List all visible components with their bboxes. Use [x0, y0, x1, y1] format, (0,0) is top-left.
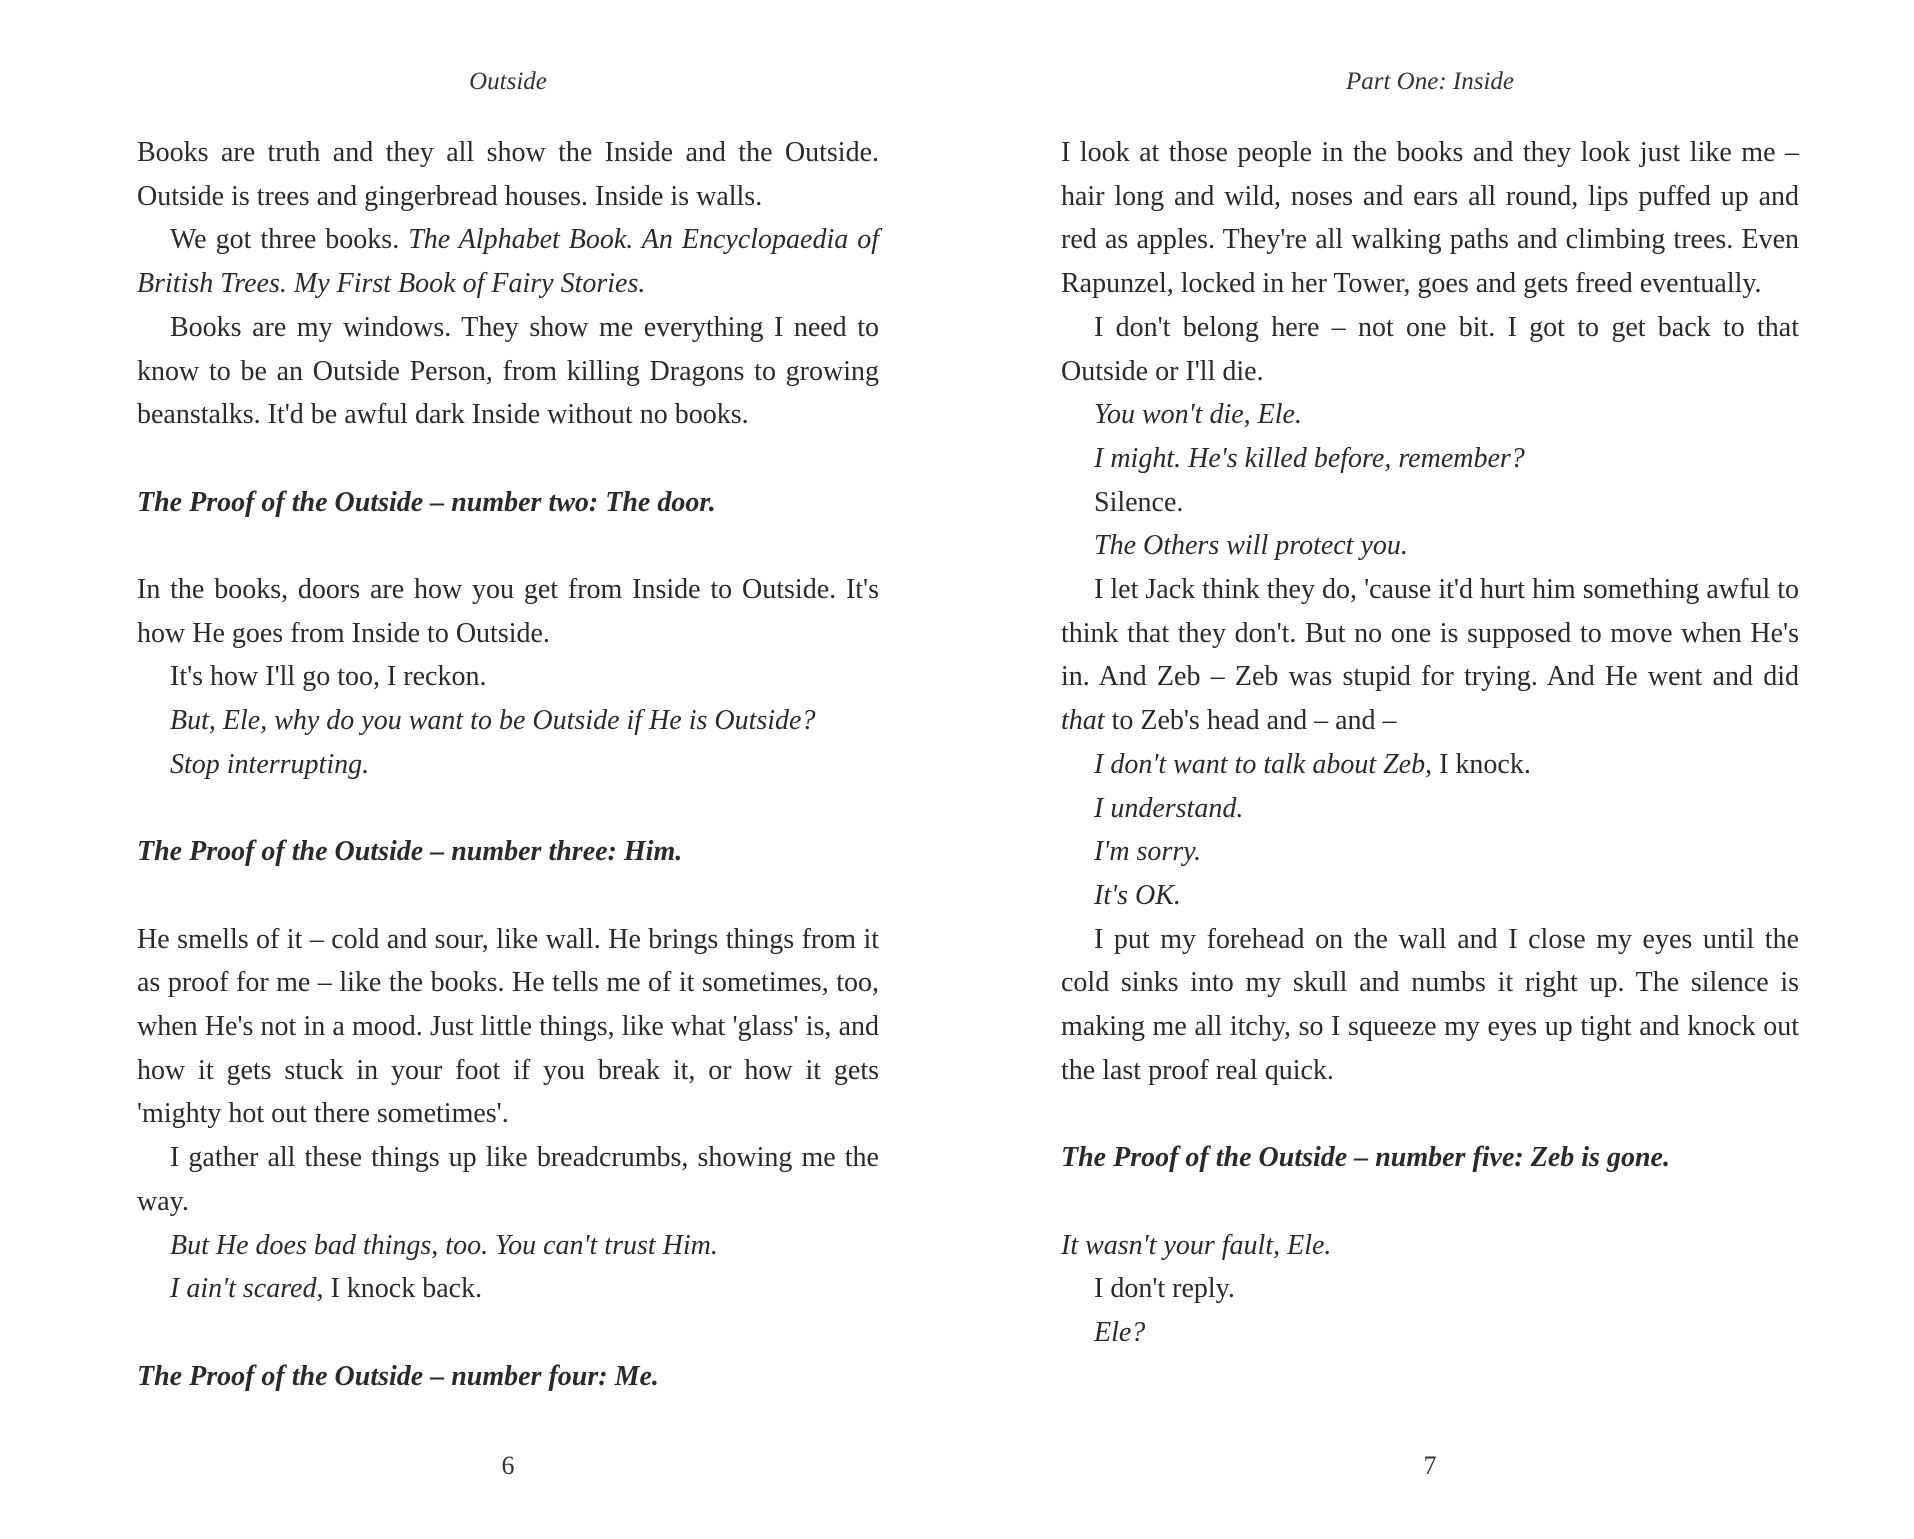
paragraph: It's how I'll go too, I reckon.: [170, 661, 487, 693]
running-head: Outside: [469, 68, 547, 95]
page-number: 7: [1423, 1451, 1437, 1480]
page-number: 6: [501, 1451, 515, 1480]
italic-dialogue: The Others will protect you.: [1094, 530, 1408, 562]
italic-dialogue: I might. He's killed before, remember?: [1094, 442, 1525, 474]
italic-dialogue: Ele?: [1094, 1316, 1146, 1348]
paragraph: I look at those people in the books and they look just like me – hair long and wild, noses and ears all round, lips puffed up and red as apples. They're all walking paths and climbing trees. Even Rapunzel, locked in her Tower, goes and gets freed eventually.: [1061, 137, 1799, 300]
italic-dialogue: It wasn't your fault, Ele.: [1061, 1229, 1332, 1261]
section-heading: The Proof of the Outside – number five: Zeb is gone.: [1061, 1142, 1670, 1174]
section-heading: The Proof of the Outside – number two: The door.: [137, 486, 716, 518]
paragraph: In the books, doors are how you get from Inside to Outside. It's how He goes from Inside to Outside.: [137, 574, 879, 649]
right-page: [1061, 0, 1799, 1539]
book-titles: The Alphabet Book. An Encyclopaedia of British Trees. My First Book of Fairy Stories.: [137, 224, 879, 300]
italic-dialogue: I don't want to talk about Zeb: [1094, 748, 1426, 780]
paragraph: [1061, 568, 1799, 743]
paragraph-tail: to Zeb's head and – and –: [1104, 705, 1397, 737]
paragraph: Books are truth and they all show the Inside and the Outside. Outside is trees and gingerbread houses. Inside is walls.: [137, 137, 879, 212]
paragraph-tail: , I knock back.: [316, 1273, 483, 1305]
section-heading: The Proof of the Outside – number four: Me.: [137, 1360, 659, 1392]
italic-dialogue: Stop interrupting.: [170, 748, 370, 780]
paragraph-lead: I let Jack think they do, 'cause it'd hurt him something awful to think that they don't. But no one is supposed to move when He's in. And Zeb – Zeb was stupid for trying. And He went and did: [1061, 574, 1799, 693]
italic-dialogue: I'm sorry.: [1094, 836, 1202, 868]
page-body: [137, 131, 879, 1442]
section-heading: The Proof of the Outside – number three: Him.: [137, 836, 683, 868]
paragraph: Books are my windows. They show me everything I need to know to be an Outside Person, from killing Dragons to growing beanstalks. It'd be awful dark Inside without no books.: [137, 311, 879, 431]
page-body: [1061, 131, 1799, 1355]
paragraph: I don't reply.: [1094, 1273, 1235, 1305]
italic-dialogue: I understand.: [1094, 792, 1244, 824]
paragraph: [1061, 743, 1799, 787]
italic-dialogue: But He does bad things, too. You can't trust Him.: [170, 1229, 718, 1261]
paragraph-lead: We got three books.: [170, 224, 409, 256]
paragraph: I put my forehead on the wall and I close my eyes until the cold sinks into my skull and numbs it right up. The silence is making me all itchy, so I squeeze my eyes up tight and knock out the last proof real quick.: [1061, 923, 1799, 1086]
italic-dialogue: It's OK.: [1094, 879, 1181, 911]
italic-dialogue: You won't die, Ele.: [1094, 399, 1302, 431]
paragraph: I don't belong here – not one bit. I got to get back to that Outside or I'll die.: [1061, 311, 1799, 387]
italic-dialogue: But, Ele, why do you want to be Outside if He is Outside?: [170, 705, 816, 737]
italic-dialogue: I ain't scared: [170, 1273, 317, 1305]
left-page: [137, 0, 879, 1539]
paragraph: I gather all these things up like breadcrumbs, showing me the way.: [137, 1142, 879, 1217]
paragraph: He smells of it – cold and sour, like wall. He brings things from it as proof for me – like the books. He tells me of it sometimes, too, when He's not in a mood. Just little things, like what 'glass' is, and how it gets stuck in your foot if you break it, or how it gets 'mighty hot out there sometimes'.: [137, 923, 879, 1130]
paragraph-tail: , I knock.: [1425, 748, 1531, 780]
paragraph: [137, 218, 879, 305]
paragraph: [137, 1267, 879, 1311]
running-head: Part One: Inside: [1345, 68, 1515, 95]
emphasis: that: [1061, 705, 1105, 737]
paragraph: Silence.: [1094, 486, 1184, 518]
